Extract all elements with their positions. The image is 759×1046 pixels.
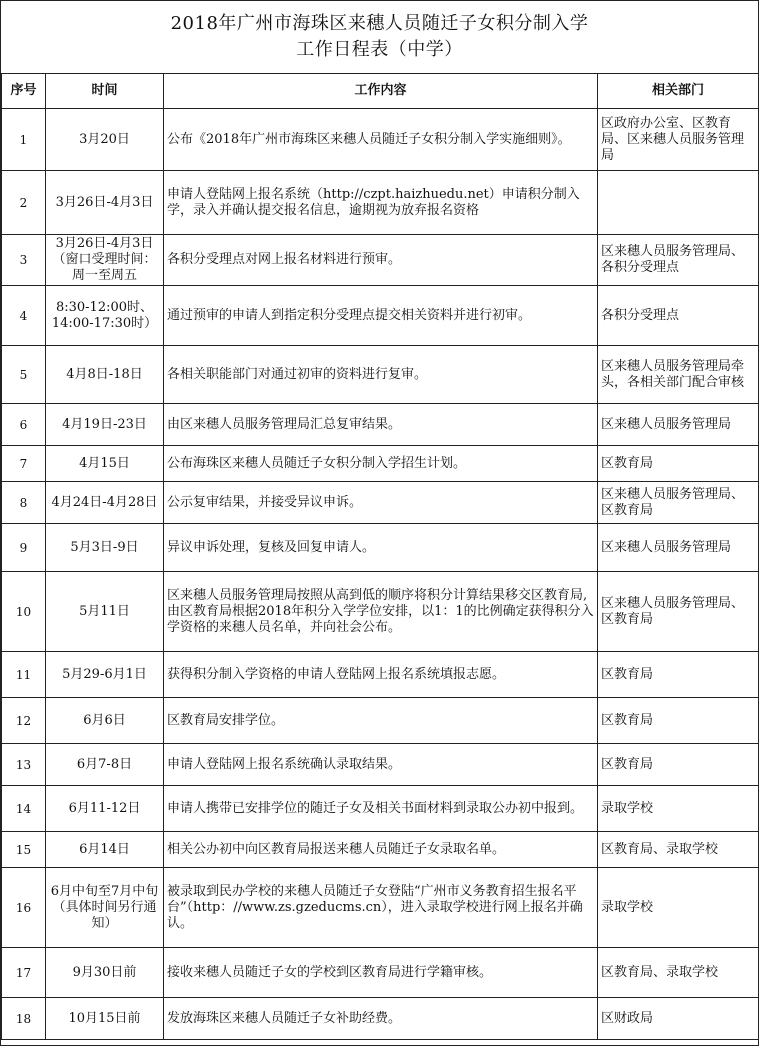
table-row (2, 286, 759, 346)
row-dept: 区教育局 (598, 446, 759, 482)
row-dept: 区教育局 (598, 744, 759, 786)
row-time: 4月15日 (46, 446, 164, 482)
row-time: 3月26日-4月3日 (46, 171, 164, 235)
table-row (2, 171, 759, 235)
row-no: 7 (2, 446, 46, 482)
schedule-table (1, 73, 759, 1040)
row-time: 8:30-12:00时、14:00-17:30时） (46, 286, 164, 346)
row-no: 13 (2, 744, 46, 786)
table-row (2, 786, 759, 832)
row-content: 异议申诉处理，复核及回复申请人。 (164, 524, 598, 572)
row-dept: 录取学校 (598, 868, 759, 948)
header-content: 工作内容 (164, 74, 598, 109)
row-content: 发放海珠区来穗人员随迁子女补助经费。 (164, 998, 598, 1040)
row-content: 申请人登陆网上报名系统确认录取结果。 (164, 744, 598, 786)
row-time: 4月19日-23日 (46, 404, 164, 446)
row-no: 2 (2, 171, 46, 235)
row-dept: 区来穗人员服务管理局牵头，各相关部门配合审核 (598, 346, 759, 404)
row-content: 由区来穗人员服务管理局汇总复审结果。 (164, 404, 598, 446)
table-row (2, 446, 759, 482)
row-time: 6月7-8日 (46, 744, 164, 786)
row-dept: 区教育局 (598, 652, 759, 698)
row-content: 获得积分制入学资格的申请人登陆网上报名系统填报志愿。 (164, 652, 598, 698)
header-no: 序号 (2, 74, 46, 109)
row-dept (598, 171, 759, 235)
row-content: 公布海珠区来穗人员随迁子女积分制入学招生计划。 (164, 446, 598, 482)
table-row (2, 109, 759, 171)
row-dept: 区财政局 (598, 998, 759, 1040)
table-row (2, 868, 759, 948)
row-dept: 区来穗人员服务管理局、区教育局 (598, 572, 759, 652)
row-dept: 区教育局、录取学校 (598, 832, 759, 868)
header-time: 时间 (46, 74, 164, 109)
row-no: 15 (2, 832, 46, 868)
row-content: 各相关职能部门对通过初审的资料进行复审。 (164, 346, 598, 404)
row-content: 公示复审结果，并接受异议申诉。 (164, 482, 598, 524)
row-no: 1 (2, 109, 46, 171)
table-row (2, 744, 759, 786)
row-time: 9月30日前 (46, 948, 164, 998)
row-dept: 区来穗人员服务管理局 (598, 524, 759, 572)
row-time: 10月15日前 (46, 998, 164, 1040)
table-row (2, 948, 759, 998)
row-content: 被录取到民办学校的来穗人员随迁子女登陆“广州市义务教育招生报名平台”（http：//www.zs.gzeducms.cn），进入录取学校进行网上报名并确认。 (164, 868, 598, 948)
row-no: 18 (2, 998, 46, 1040)
row-dept: 区来穗人员服务管理局、区教育局 (598, 482, 759, 524)
row-time: 4月8日-18日 (46, 346, 164, 404)
row-dept: 录取学校 (598, 786, 759, 832)
row-no: 3 (2, 235, 46, 286)
row-content: 相关公办初中向区教育局报送来穗人员随迁子女录取名单。 (164, 832, 598, 868)
row-time: 3月20日 (46, 109, 164, 171)
row-no: 11 (2, 652, 46, 698)
row-content: 区来穗人员服务管理局按照从高到低的顺序将积分计算结果移交区教育局,由区教育局根据2018年积分入学学位安排，以1：1的比例确定获得积分入学资格的来穗人员名单，并向社会公布。 (164, 572, 598, 652)
row-time: 6月11-12日 (46, 786, 164, 832)
row-no: 16 (2, 868, 46, 948)
row-no: 12 (2, 698, 46, 744)
row-no: 4 (2, 286, 46, 346)
header-dept: 相关部门 (598, 74, 759, 109)
title-line-1: 2018年广州市海珠区来穗人员随迁子女积分制入学 (170, 13, 589, 34)
row-dept: 区来穗人员服务管理局、各积分受理点 (598, 235, 759, 286)
row-dept: 区教育局 (598, 698, 759, 744)
table-row (2, 698, 759, 744)
row-no: 9 (2, 524, 46, 572)
row-content: 通过预审的申请人到指定积分受理点提交相关资料并进行初审。 (164, 286, 598, 346)
row-no: 8 (2, 482, 46, 524)
row-content: 申请人携带已安排学位的随迁子女及相关书面材料到录取公办初中报到。 (164, 786, 598, 832)
row-time: 6月中旬至7月中旬（具体时间另行通知） (46, 868, 164, 948)
row-content: 公布《2018年广州市海珠区来穗人员随迁子女积分制入学实施细则》。 (164, 109, 598, 171)
row-time: 3月26日-4月3日（窗口受理时间：周一至周五 (46, 235, 164, 286)
table-header-row (2, 74, 759, 109)
row-no: 17 (2, 948, 46, 998)
table-row (2, 235, 759, 286)
row-no: 5 (2, 346, 46, 404)
row-dept: 各积分受理点 (598, 286, 759, 346)
row-no: 14 (2, 786, 46, 832)
row-dept: 区教育局、录取学校 (598, 948, 759, 998)
row-content: 区教育局安排学位。 (164, 698, 598, 744)
row-time: 5月11日 (46, 572, 164, 652)
table-row (2, 652, 759, 698)
row-no: 6 (2, 404, 46, 446)
row-content: 各积分受理点对网上报名材料进行预审。 (164, 235, 598, 286)
document-title (1, 1, 758, 73)
table-row (2, 998, 759, 1040)
row-time: 5月29-6月1日 (46, 652, 164, 698)
row-time: 4月24日-4月28日 (46, 482, 164, 524)
row-time: 5月3日-9日 (46, 524, 164, 572)
row-time: 6月14日 (46, 832, 164, 868)
title-line-2: 工作日程表（中学） (296, 39, 463, 60)
table-row (2, 404, 759, 446)
row-content: 接收来穗人员随迁子女的学校到区教育局进行学籍审核。 (164, 948, 598, 998)
row-time: 6月6日 (46, 698, 164, 744)
table-row (2, 524, 759, 572)
row-dept: 区来穗人员服务管理局 (598, 404, 759, 446)
row-dept: 区政府办公室、区教育局、区来穗人员服务管理局 (598, 109, 759, 171)
table-row (2, 832, 759, 868)
table-row (2, 572, 759, 652)
row-no: 10 (2, 572, 46, 652)
table-row (2, 346, 759, 404)
table-row (2, 482, 759, 524)
row-content: 申请人登陆网上报名系统（http://czpt.haizhuedu.net）申请积分制入学，录入并确认提交报名信息，逾期视为放弃报名资格 (164, 171, 598, 235)
